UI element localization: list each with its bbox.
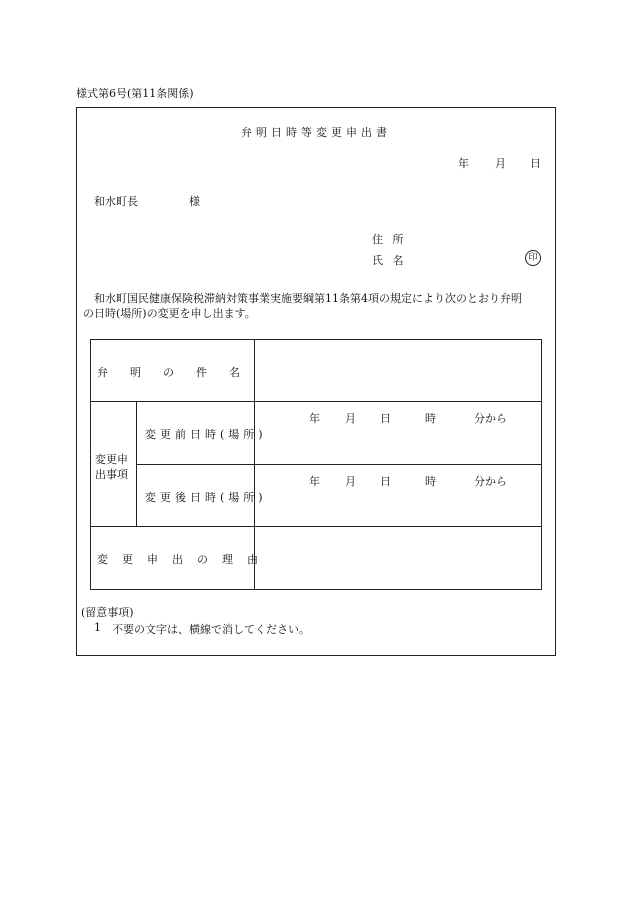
before-month: 月	[345, 412, 356, 425]
before-year: 年	[309, 412, 320, 425]
after-minute: 分から	[474, 475, 507, 488]
body-text-line1: 和水町国民健康保険税滞納対策事業実施要綱第11条第4項の規定により次のとおり弁明	[94, 292, 522, 305]
after-day: 日	[380, 475, 391, 488]
notes-item-number: 1	[94, 621, 101, 634]
date-year: 年	[458, 157, 469, 170]
body-text-line2: の日時(場所)の変更を申し出ます。	[83, 307, 256, 320]
seal-mark: 印	[525, 250, 541, 266]
table-divider	[136, 464, 542, 465]
date-day: 日	[530, 157, 541, 170]
after-label: 変更後日時(場所)	[145, 491, 267, 504]
after-month: 月	[345, 475, 356, 488]
addressee-honorific: 様	[189, 195, 200, 208]
after-hour: 時	[425, 475, 436, 488]
date-month: 月	[495, 157, 506, 170]
table-divider	[90, 526, 542, 527]
table-divider	[136, 401, 137, 526]
notes-heading: (留意事項)	[81, 606, 134, 619]
subject-label: 弁明の件名	[97, 366, 262, 379]
change-section-label: 変更申	[95, 453, 128, 466]
before-hour: 時	[425, 412, 436, 425]
before-label: 変更前日時(場所)	[145, 428, 267, 441]
table-divider	[90, 401, 542, 402]
before-minute: 分から	[474, 412, 507, 425]
change-section-label: 出事項	[95, 468, 128, 481]
addressee-mayor: 和水町長	[94, 195, 138, 208]
reason-label: 変更申出の理由	[97, 553, 272, 566]
address-label: 住 所	[372, 233, 407, 246]
notes-item-text: 不要の文字は、横線で消してください。	[112, 623, 310, 636]
after-year: 年	[309, 475, 320, 488]
form-number: 様式第6号(第11条関係)	[76, 87, 194, 100]
name-label: 氏 名	[372, 254, 407, 267]
document-title: 弁明日時等変更申出書	[241, 126, 391, 139]
before-day: 日	[380, 412, 391, 425]
